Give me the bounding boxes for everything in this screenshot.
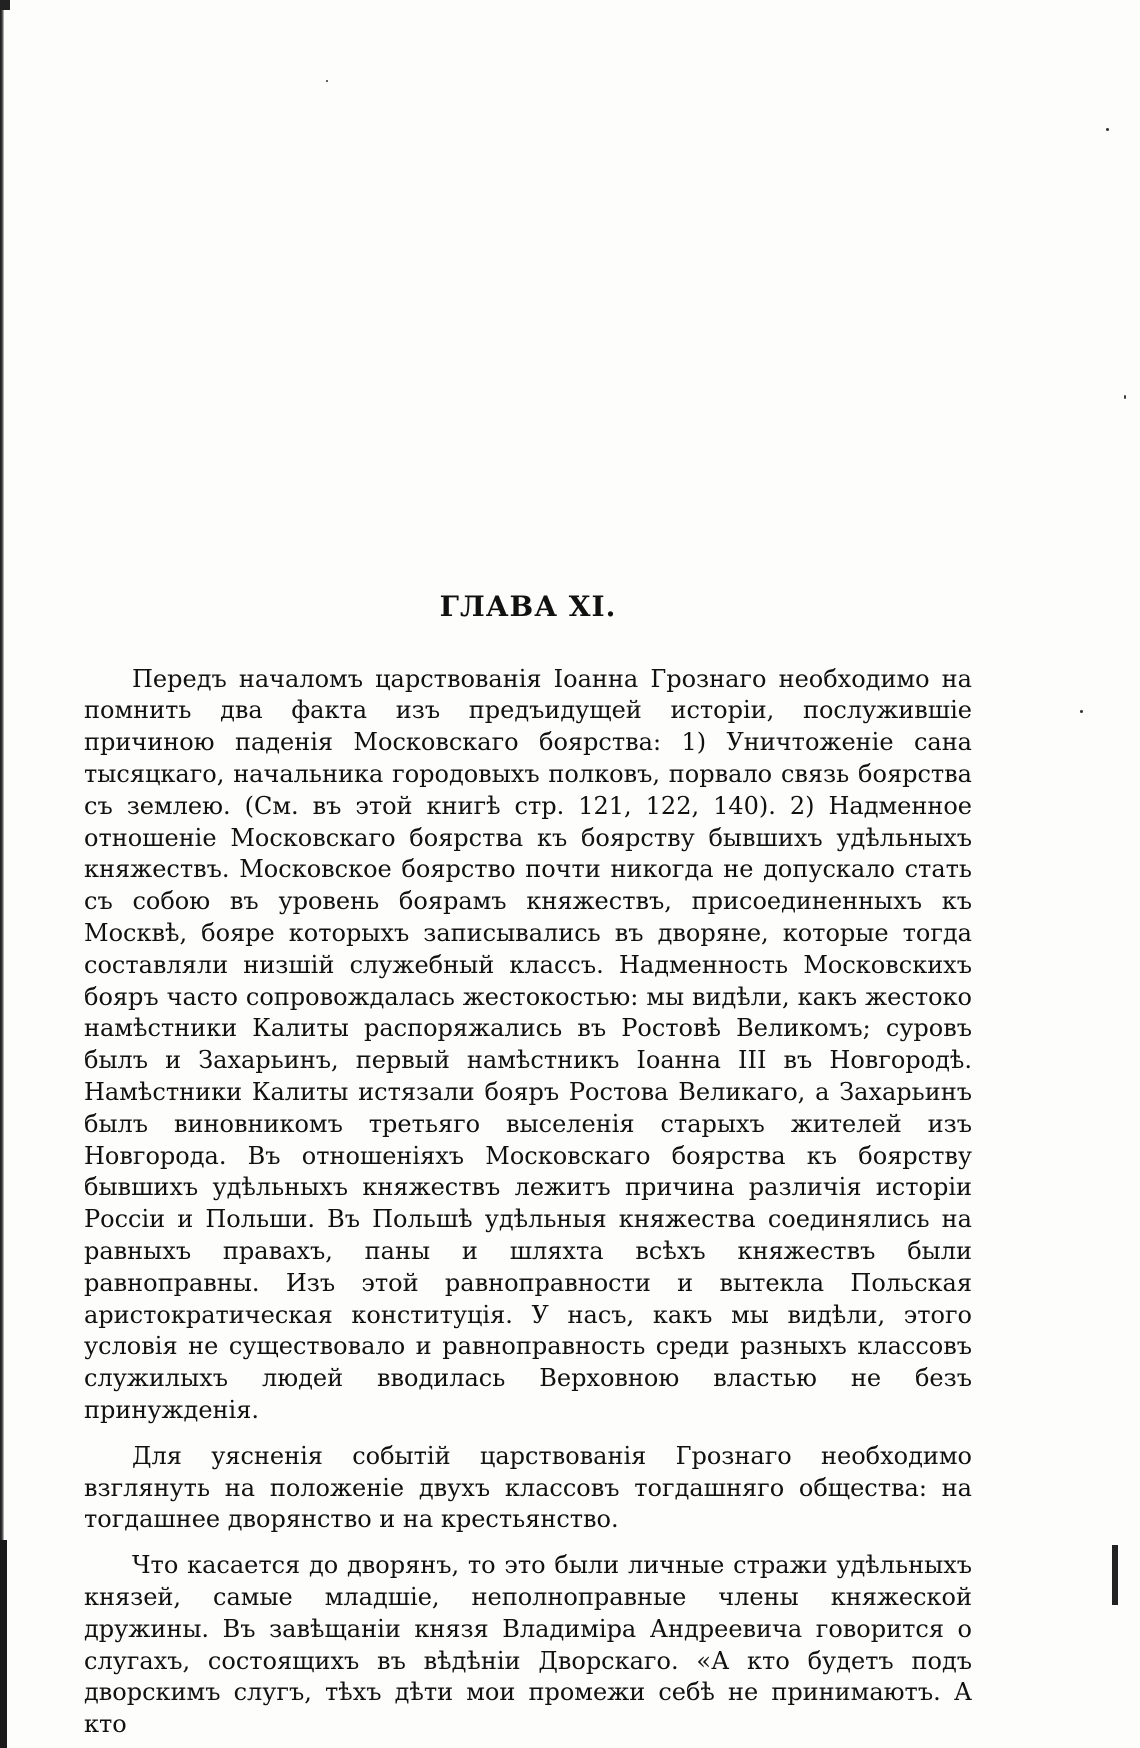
paragraph: Что касается до дворянъ, то это были личные стражи удѣльныхъ князей, самые младшіе, неполноправные члены княжеской дружины. Въ завѣщаніи князя Владиміра Андреевича говорится о слугахъ, состоящихъ въ вѣдѣніи Дворскаго. «А кто будетъ подъ дворскимъ слугъ, тѣхъ дѣти мои промежи себѣ не принимаютъ. А кто	[84, 1551, 972, 1739]
scan-speck	[326, 80, 328, 82]
scan-speck	[1106, 128, 1109, 131]
scan-speck	[1080, 710, 1083, 713]
paragraph: Для уясненія событій царствованія Грознаго необходимо взглянуть на положеніе двухъ классовъ тогдашняго общества: на тогдашнее дворянство и на крестьянство.	[84, 1441, 972, 1534]
paragraph: Передъ началомъ царствованія Іоанна Грознаго необходимо на помнить два факта изъ предъидущей исторіи, послужившіе причиною паденія Московскаго боярства: 1) Уничтоженіе сана тысяцкаго, начальника городовыхъ полковъ, порвало связь боярства съ землею. (См. въ этой книгѣ стр. 121, 122, 140). 2) Надменное отношеніе Московскаго боярства къ боярству бывшихъ удѣльныхъ княжествъ. Московское боярство почти никогда не допускало стать съ собою въ уровень боярамъ княжествъ, присоединенныхъ къ Москвѣ, бояре которыхъ записывались въ дворяне, которые тогда составляли низшій служебный классъ. Надменность Московскихъ бояръ часто сопровождалась жестокостью: мы видѣли, какъ жестоко намѣстники Калиты распоряжались въ Ростовѣ Великомъ; суровъ былъ и Захарьинъ, первый намѣстникъ Іоанна III въ Новгородѣ. Намѣстники Калиты истязали бояръ Ростова Великаго, а Захарьинъ былъ виновникомъ третьяго выселенія старыхъ жителей изъ Новгорода. Въ отношеніяхъ Московскаго боярства къ боярству бывшихъ удѣльныхъ княжествъ лежитъ причина различія исторіи Россіи и Польши. Въ Польшѣ удѣльныя княжества соединялись на равныхъ правахъ, паны и шляхта всѣхъ княжествъ были равноправны. Изъ этой равноправности и вытекла Польская аристократическая конституція. У насъ, какъ мы видѣли, этого условія не существовало и равноправность среди разныхъ классовъ служилыхъ людей вводилась Верховною властью не безъ принужденія.	[84, 664, 972, 1424]
scan-corner-mark	[0, 0, 10, 10]
binding-edge	[0, 0, 4, 1748]
chapter-title: ГЛАВА XI.	[439, 590, 617, 623]
scan-artifact-bar	[1112, 1545, 1118, 1605]
binding-edge-shadow	[0, 1540, 7, 1748]
text-block	[84, 590, 972, 1741]
scan-speck	[1124, 395, 1126, 399]
